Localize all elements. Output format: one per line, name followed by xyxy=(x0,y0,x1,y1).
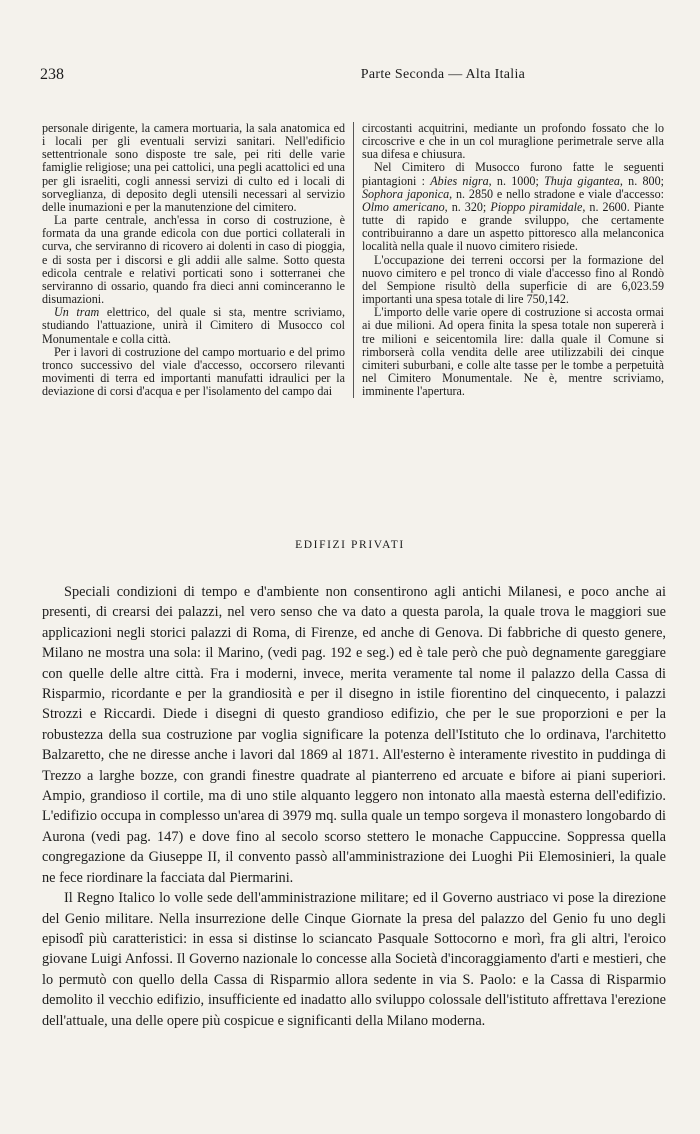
species-name: Abies nigra xyxy=(430,173,489,188)
species-count: , n. 2850 e nello stradone e viale d'accesso: xyxy=(449,186,664,201)
page-header xyxy=(40,66,666,88)
right-column xyxy=(362,122,664,398)
right-paragraph-2 xyxy=(362,161,664,253)
left-paragraph-3-text: elettrico, del quale si sta, mentre scriviamo, studiando l'attuazione, unirà il Cimitero di Musocco col Monumentale e colla città. xyxy=(42,305,345,346)
right-paragraph-1: circostanti acquitrini, mediante un profondo fossato che lo circoscrive e che in un col muraglione perimetrale serve alla sua difesa e chiusura. xyxy=(362,121,664,162)
running-title: Parte Seconda — Alta Italia xyxy=(360,67,526,82)
two-column-text xyxy=(42,122,664,398)
species-name: Olmo americano xyxy=(362,199,445,214)
main-text xyxy=(42,582,666,1031)
species-name: Thuja gigantea xyxy=(544,173,620,188)
left-paragraph-4: Per i lavori di costruzione del campo mortuario e del primo tronco successivo del viale d'accesso, occorsero rilevanti movimenti di terra ed importanti manufatti idraulici per la deviazione di corsi d'acqua e per l'isolamento del campo dai xyxy=(42,344,345,399)
plantings-intro: Nel Cimitero di Musocco furono fatte le seguenti piantagioni : xyxy=(362,160,664,188)
left-paragraph-1: personale dirigente, la camera mortuaria, la sala anatomica ed i locali per gli eventuali servizi sanitari. Nell'edificio settentrionale sono disposte tre sale, pei riti delle varie famiglie religiose; una pei cattolici, una pegli acattolici ed una per gli israeliti, cogli annessi servizi di culto ed i locali di sorveglianza, di deposito degli utensili necessari al servizio delle inumazioni e per la manutenzione del cimitero. xyxy=(42,121,345,214)
main-paragraph-1: Speciali condizioni di tempo e d'ambiente non consentirono agli antichi Milanesi, e poco anche ai presenti, di crearsi dei palazzi, nel vero senso che va dato a questa parola, la quale trova le maggiori sue applicazioni negli storici palazzi di Roma, di Firenze, ed anche di Genova. Di fabbriche di questo genere, Milano ne mostra una sola: il Marino, (vedi pag. 192 e seg.) ed è tale però che può degnamente gareggiare con quelle delle altre città. Fra i moderni, invece, merita veramente tal nome il palazzo della Cassa di Risparmio, ricordante e per la grandiosità e per il disegno in istile fiorentino del cinquecento, i palazzi Strozzi e Riccardi. Diede i disegni di questo grandioso edifizio, che per le sue proporzioni e per la robustezza della sua costruzione par voglia significare la potenza dell'Istituto che lo ordinava, l'architetto Balzaretto, che ne diresse anche i lavori dal 1869 al 1871. All'esterno è interamente rivestito in puddinga di Trezzo a larghe bozze, con grandi finestre quadrate al pianterreno ed arcuate e bifore ai piani superiori. Ampio, grandioso il cortile, ma di uno stile alquanto leggero non intonato alla maestà esterna dell'edifizio. L'edifizio occupa in complesso un'area di 3979 mq. sulla quale un tempo sorgeva il monastero longobardo di Aurona (vedi pag. 147) e dove fino al secolo scorso stettero le monache Cappuccine. Soppressa quella congregazione da Giuseppe II, il convento passò all'amministrazione dei Luoghi Pii Elemosinieri, la quale ne fece riordinare la facciata dal Piermarini. xyxy=(42,584,666,886)
left-column xyxy=(42,122,354,398)
species-count: , n. 1000; xyxy=(488,173,545,188)
page-number: 238 xyxy=(40,66,64,83)
plantings-conclusion: , n. 2600. Piante tutte di rapido e grande sviluppo, che certamente contribuiranno a dare un aspetto pittoresco alla melanconica località nella quale il nuovo cimitero risiede. xyxy=(362,199,664,254)
species-name: Pioppo piramidale xyxy=(490,199,583,214)
species-name: Sophora japonica xyxy=(362,186,450,201)
right-paragraph-4: L'importo delle varie opere di costruzione si accosta ormai ai due milioni. Ad opera finita la spesa totale non supererà i tre milioni e seicentomila lire: dalla quale il Comune si rimborserà colla vendita delle aree utilizzabili dei cinque cimiteri suburbani, e colle alte tasse per le tombe a perpetuità nel Cimitero Monumentale. Ne è, mentre scriviamo, imminente l'apertura. xyxy=(362,305,664,399)
left-paragraph-3 xyxy=(42,306,345,345)
main-paragraph-2: Il Regno Italico lo volle sede dell'amministrazione militare; ed il Governo austriaco vi pose la direzione del Genio militare. Nella insurrezione delle Cinque Giornate la presa del palazzo del Genio fu uno degli episodî più caratteristici: in essa si distinse lo sciancato Pasquale Sottocorno e morì, fra gli altri, l'eroico giovane Luigi Anfossi. Il Governo nazionale lo concesse alla Società d'incoraggiamento d'arti e mestieri, che lo permutò con quello della Cassa di Risparmio allora sedente in via S. Paolo: e la Cassa di Risparmio demolito il vecchio edifizio, insufficiente ed inadatto allo sviluppo colossale dell'istituto affrettava l'erezione dell'attuale, una delle opere più cospicue e significanti della Milano moderna. xyxy=(42,890,666,1029)
section-heading: EDIFIZI PRIVATI xyxy=(295,539,405,551)
species-count: , n. 320; xyxy=(444,199,491,214)
tram-italic: Un tram xyxy=(54,305,100,320)
right-paragraph-3: L'occupazione dei terreni occorsi per la formazione del nuovo cimitero e pel tronco di viale d'accesso fino al Rondò del Sempione risultò della superficie di are 6,023.59 importanti una spesa totale di lire 750,142. xyxy=(362,252,664,307)
left-paragraph-2: La parte centrale, anch'essa in corso di costruzione, è formata da una grande edicola con due portici collaterali in curva, che serviranno di ricovero ai dolenti in caso di pioggia, e di sosta per i discorsi e gli addii alle salme. Sotto questa edicola centrale e relativi porticati sono i sotterranei che serviranno di ossario, quando fra dieci anni cominceranno le disumazioni. xyxy=(42,213,345,307)
species-count: , n. 800; xyxy=(619,173,664,188)
